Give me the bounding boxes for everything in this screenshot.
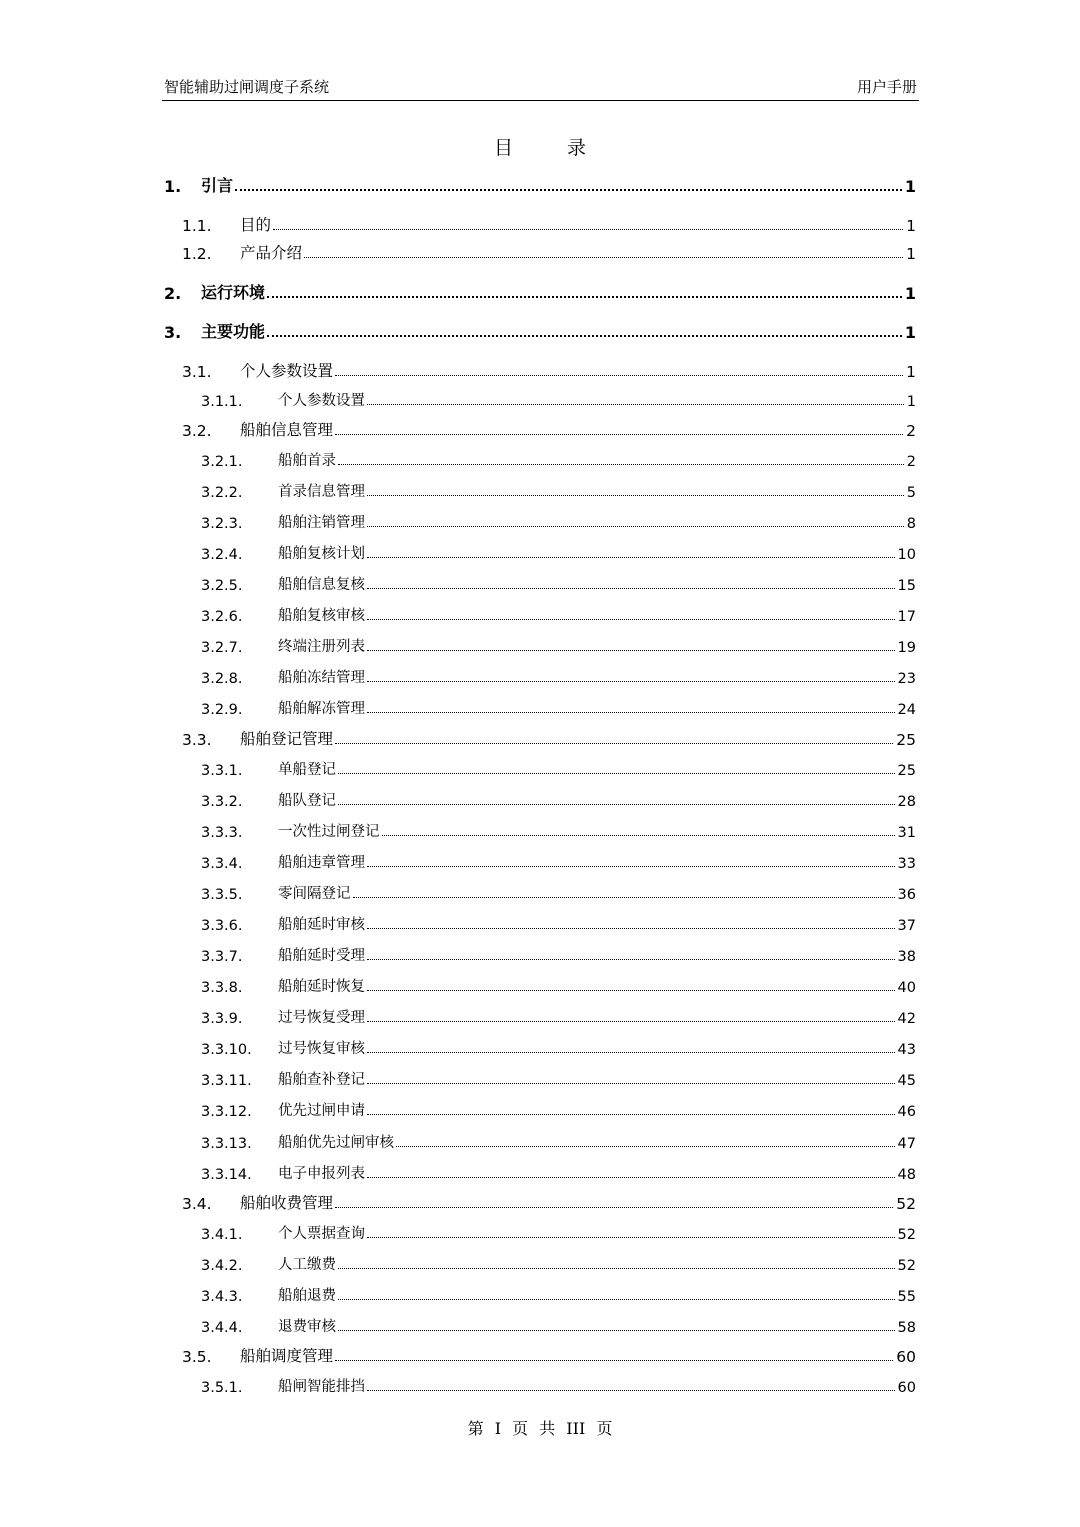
toc-entry[interactable] <box>0 1374 1080 1396</box>
toc-entry[interactable] <box>0 1283 1080 1305</box>
toc-entry-number: 3.3.6. <box>201 918 243 934</box>
header-system-name: 智能辅助过闸调度子系统 <box>164 78 330 96</box>
toc-entry[interactable] <box>0 572 1080 594</box>
toc-entry-number: 3.5. <box>182 1348 212 1366</box>
toc-entry[interactable] <box>0 696 1080 718</box>
dot-leader <box>367 928 895 929</box>
toc-entry-line <box>278 789 916 810</box>
toc-entry[interactable] <box>0 359 1080 381</box>
toc-entry-page: 1 <box>906 394 916 410</box>
toc-entry-line <box>278 944 916 965</box>
toc-entry-page: 25 <box>896 731 916 749</box>
toc-entry-title: 终端注册列表 <box>278 639 365 655</box>
toc-entry-title: 人工缴费 <box>278 1257 336 1273</box>
dot-leader <box>335 1360 893 1361</box>
toc-entry[interactable] <box>0 603 1080 625</box>
toc-entry[interactable] <box>0 418 1080 440</box>
toc-entry-title: 船舶冻结管理 <box>278 670 365 686</box>
toc-entry-page: 55 <box>897 1289 916 1305</box>
toc-entry[interactable] <box>0 727 1080 749</box>
toc-entry-title: 船舶延时恢复 <box>278 979 365 995</box>
toc-entry-title: 船舶优先过闸审核 <box>278 1135 394 1151</box>
toc-entry-title: 船闸智能排挡 <box>278 1379 365 1395</box>
toc-entry-page: 42 <box>897 1011 916 1027</box>
toc-entry-number: 3.2.5. <box>201 578 243 594</box>
toc-entry-line <box>240 359 916 381</box>
toc-entry-page: 5 <box>906 485 916 501</box>
toc-entry-line <box>240 418 916 440</box>
toc-entry-page: 47 <box>897 1136 916 1152</box>
toc-entry-number: 3.3.9. <box>201 1011 243 1027</box>
toc-entry-page: 38 <box>897 949 916 965</box>
toc-entry-title: 退费审核 <box>278 1319 336 1335</box>
toc-entry-line <box>278 1222 916 1243</box>
toc-entry-line <box>240 727 916 749</box>
dot-leader <box>235 189 902 191</box>
toc-entry-line <box>278 1375 916 1396</box>
dot-leader <box>367 959 895 960</box>
toc-entry-page: 46 <box>897 1104 916 1120</box>
toc-entry-title: 船舶查补登记 <box>278 1072 365 1088</box>
dot-leader <box>367 990 895 991</box>
toc-entry[interactable] <box>0 1036 1080 1058</box>
dot-leader <box>267 296 902 298</box>
dot-leader <box>335 375 903 376</box>
toc-entry-line <box>278 1099 916 1120</box>
toc-entry[interactable] <box>0 479 1080 501</box>
toc-title: 目 录 <box>493 137 611 159</box>
toc-entry-number: 3.3.3. <box>201 825 243 841</box>
toc-entry-line <box>240 1191 916 1213</box>
toc-entry-number: 3.2. <box>182 422 212 440</box>
toc-entry-number: 3.3. <box>182 731 212 749</box>
dot-leader <box>338 804 895 805</box>
toc-entry-line <box>278 975 916 996</box>
toc-entry-number: 3.2.7. <box>201 640 243 656</box>
toc-entry[interactable] <box>0 665 1080 687</box>
toc-entry-line <box>278 820 916 841</box>
toc-entry-title: 电子申报列表 <box>278 1166 365 1182</box>
toc-entry-title: 引言 <box>201 176 234 195</box>
toc-entry-line <box>201 319 916 342</box>
toc-entry-page: 10 <box>897 547 916 563</box>
toc-entry-title: 运行环境 <box>201 283 266 302</box>
toc-entry-number: 3.2.9. <box>201 702 243 718</box>
toc-entry-page: 28 <box>897 794 916 810</box>
dot-leader <box>367 1114 895 1115</box>
toc-entry-line <box>278 758 916 779</box>
toc-entry[interactable] <box>0 850 1080 872</box>
toc-entry-title: 船舶收费管理 <box>240 1194 334 1212</box>
toc-entry-line <box>278 511 916 532</box>
dot-leader <box>338 1299 895 1300</box>
dot-leader <box>367 650 895 651</box>
toc-entry[interactable] <box>0 788 1080 810</box>
toc-entry-line <box>278 1131 916 1152</box>
toc-entry-line <box>278 1068 916 1089</box>
toc-entry-page: 36 <box>897 887 916 903</box>
toc-entry-title: 船舶信息复核 <box>278 577 365 593</box>
toc-entry-title: 单船登记 <box>278 762 336 778</box>
toc-entry-page: 15 <box>897 578 916 594</box>
dot-leader <box>367 404 904 405</box>
toc-entry-line <box>278 1037 916 1058</box>
toc-entry-title: 船舶调度管理 <box>240 1347 334 1365</box>
toc-entry-page: 1 <box>904 177 916 196</box>
dot-leader <box>367 712 895 713</box>
toc-entry-page: 52 <box>896 1195 916 1213</box>
toc-entry[interactable] <box>0 213 1080 235</box>
toc-entry-title: 船队登记 <box>278 793 336 809</box>
toc-entry-title: 船舶延时审核 <box>278 917 365 933</box>
toc-entry-line <box>278 573 916 594</box>
dot-leader <box>367 1052 895 1053</box>
toc-entry[interactable] <box>0 881 1080 903</box>
toc-entry[interactable] <box>0 1130 1080 1152</box>
toc-entry-number: 3.1.1. <box>201 394 243 410</box>
toc-entry[interactable] <box>0 1252 1080 1274</box>
toc-entry-page: 23 <box>897 671 916 687</box>
toc-entry[interactable] <box>0 320 1080 342</box>
toc-entry[interactable] <box>0 1221 1080 1243</box>
toc-entry-title: 船舶复核计划 <box>278 546 365 562</box>
toc-entry-page: 52 <box>897 1258 916 1274</box>
dot-leader <box>338 773 895 774</box>
toc-entry-number: 3.2.3. <box>201 516 243 532</box>
dot-leader <box>338 464 904 465</box>
toc-entry-page: 40 <box>897 980 916 996</box>
toc-entry[interactable] <box>0 1161 1080 1183</box>
dot-leader <box>367 1083 895 1084</box>
toc-entry[interactable] <box>0 1344 1080 1366</box>
dot-leader <box>367 1237 895 1238</box>
toc-entry-page: 2 <box>906 454 916 470</box>
dot-leader <box>367 1021 895 1022</box>
toc-entry-title: 船舶违章管理 <box>278 855 365 871</box>
toc-entry-number: 3.3.10. <box>201 1042 252 1058</box>
toc-entry-title: 个人参数设置 <box>278 393 365 409</box>
toc-entry-number: 3.1. <box>182 363 212 381</box>
toc-entry-page: 60 <box>897 1380 916 1396</box>
toc-entry[interactable] <box>0 241 1080 263</box>
dot-leader <box>367 1390 895 1391</box>
dot-leader <box>338 1268 895 1269</box>
toc-entry-line <box>278 604 916 625</box>
dot-leader <box>367 557 895 558</box>
page-footer: 第 I 页 共 III 页 <box>467 1419 613 1438</box>
dot-leader <box>367 495 904 496</box>
toc-entry[interactable] <box>0 974 1080 996</box>
toc-entry-title: 船舶解冻管理 <box>278 701 365 717</box>
toc-entry-line <box>240 241 916 263</box>
toc-entry[interactable] <box>0 1067 1080 1089</box>
toc-entry-page: 31 <box>897 825 916 841</box>
toc-entry-line <box>278 1006 916 1027</box>
toc-entry-line <box>278 1162 916 1183</box>
toc-entry-number: 3.4.3. <box>201 1289 243 1305</box>
toc-entry-title: 优先过闸申请 <box>278 1103 365 1119</box>
dot-leader <box>367 1177 895 1178</box>
toc-entry-page: 24 <box>897 702 916 718</box>
dot-leader <box>267 335 902 337</box>
toc-entry-number: 3.3.2. <box>201 794 243 810</box>
toc-entry-page: 1 <box>904 284 916 303</box>
toc-entry-page: 37 <box>897 918 916 934</box>
toc-entry-line <box>278 1315 916 1336</box>
toc-entry-page: 1 <box>904 323 916 342</box>
dot-leader <box>335 434 903 435</box>
toc-entry-line <box>278 480 916 501</box>
toc-entry[interactable] <box>0 634 1080 656</box>
toc-entry-page: 1 <box>906 363 916 381</box>
dot-leader <box>335 743 893 744</box>
toc-entry-line <box>278 449 916 470</box>
toc-entry-page: 19 <box>897 640 916 656</box>
toc-entry-title: 目的 <box>240 216 272 234</box>
toc-entry-page: 33 <box>897 856 916 872</box>
dot-leader <box>353 897 895 898</box>
dot-leader <box>367 588 895 589</box>
toc-entry-number: 2. <box>164 284 182 303</box>
toc-entry[interactable] <box>0 819 1080 841</box>
toc-entry-number: 3.2.8. <box>201 671 243 687</box>
toc-entry[interactable] <box>0 912 1080 934</box>
toc-entry-title: 零间隔登记 <box>278 886 351 902</box>
toc-entry-line <box>278 1253 916 1274</box>
toc-entry-number: 3.3.4. <box>201 856 243 872</box>
toc-entry-title: 船舶退费 <box>278 1288 336 1304</box>
toc-entry-page: 17 <box>897 609 916 625</box>
toc-entry-line <box>278 542 916 563</box>
toc-entry-line <box>278 697 916 718</box>
toc-entry-page: 8 <box>906 516 916 532</box>
toc-entry-line <box>278 666 916 687</box>
toc-entry-page: 52 <box>897 1227 916 1243</box>
toc-entry-title: 一次性过闸登记 <box>278 824 380 840</box>
toc-entry-number: 3.3.11. <box>201 1073 252 1089</box>
toc-entry-line <box>278 851 916 872</box>
toc-entry-title: 个人参数设置 <box>240 362 334 380</box>
toc-entry-line <box>240 213 916 235</box>
header-doc-type: 用户手册 <box>856 78 917 96</box>
toc-entry-number: 3.2.6. <box>201 609 243 625</box>
toc-entry-number: 3. <box>164 323 182 342</box>
toc-entry-number: 1.1. <box>182 217 212 235</box>
toc-entry-title: 船舶首录 <box>278 453 336 469</box>
toc-entry-line <box>278 389 916 410</box>
toc-entry-page: 25 <box>897 763 916 779</box>
toc-entry-title: 船舶登记管理 <box>240 730 334 748</box>
toc-entry-number: 3.3.8. <box>201 980 243 996</box>
toc-entry-number: 1. <box>164 177 182 196</box>
toc-entry-line <box>201 280 916 303</box>
dot-leader <box>367 526 904 527</box>
dot-leader <box>338 1330 895 1331</box>
toc-entry[interactable] <box>0 1098 1080 1120</box>
toc-entry-number: 3.5.1. <box>201 1380 243 1396</box>
toc-entry[interactable] <box>0 510 1080 532</box>
toc-entry-number: 3.4.2. <box>201 1258 243 1274</box>
toc-entry-page: 2 <box>906 422 916 440</box>
dot-leader <box>273 229 903 230</box>
toc-entry-page: 60 <box>896 1348 916 1366</box>
toc-entry-number: 1.2. <box>182 245 212 263</box>
toc-entry-title: 首录信息管理 <box>278 484 365 500</box>
toc-entry-title: 过号恢复受理 <box>278 1010 365 1026</box>
toc-entry-page: 43 <box>897 1042 916 1058</box>
toc-entry[interactable] <box>0 943 1080 965</box>
toc-entry-number: 3.2.2. <box>201 485 243 501</box>
dot-leader <box>367 681 895 682</box>
toc-entry-number: 3.3.12. <box>201 1104 252 1120</box>
toc-entry[interactable] <box>0 1191 1080 1213</box>
toc-entry[interactable] <box>0 448 1080 470</box>
toc-entry-page: 45 <box>897 1073 916 1089</box>
toc-entry-page: 48 <box>897 1167 916 1183</box>
dot-leader <box>382 835 895 836</box>
toc-entry-number: 3.2.1. <box>201 454 243 470</box>
toc-entry-title: 船舶复核审核 <box>278 608 365 624</box>
toc-entry-title: 过号恢复审核 <box>278 1041 365 1057</box>
dot-leader <box>367 619 895 620</box>
toc-entry-page: 58 <box>897 1320 916 1336</box>
toc-entry-title: 产品介绍 <box>240 244 303 262</box>
toc-entry-number: 3.3.7. <box>201 949 243 965</box>
toc-entry[interactable] <box>0 388 1080 410</box>
toc-entry-title: 主要功能 <box>201 322 266 341</box>
page-header <box>162 76 919 101</box>
dot-leader <box>396 1146 895 1147</box>
toc-entry-line <box>278 913 916 934</box>
toc-entry-line <box>278 882 916 903</box>
toc-entry-title: 船舶延时受理 <box>278 948 365 964</box>
toc-entry-line <box>278 1284 916 1305</box>
toc-entry-title: 船舶信息管理 <box>240 421 334 439</box>
toc-entry-number: 3.4.1. <box>201 1227 243 1243</box>
toc-entry-number: 3.4. <box>182 1195 212 1213</box>
dot-leader <box>335 1207 893 1208</box>
toc-entry-number: 3.4.4. <box>201 1320 243 1336</box>
toc-entry-number: 3.3.5. <box>201 887 243 903</box>
dot-leader <box>367 866 895 867</box>
toc-entry[interactable] <box>0 757 1080 779</box>
toc-entry[interactable] <box>0 174 1080 196</box>
toc-entry[interactable] <box>0 1314 1080 1336</box>
toc-entry-number: 3.3.13. <box>201 1136 252 1152</box>
toc-entry-number: 3.3.14. <box>201 1167 252 1183</box>
toc-entry-title: 船舶注销管理 <box>278 515 365 531</box>
toc-entry-line <box>240 1344 916 1366</box>
toc-entry[interactable] <box>0 541 1080 563</box>
toc-entry[interactable] <box>0 281 1080 303</box>
toc-entry-page: 1 <box>906 217 916 235</box>
toc-entry-number: 3.2.4. <box>201 547 243 563</box>
toc-entry-line <box>201 173 916 196</box>
dot-leader <box>304 257 903 258</box>
toc-entry[interactable] <box>0 1005 1080 1027</box>
toc-entry-page: 1 <box>906 245 916 263</box>
toc-entry-number: 3.3.1. <box>201 763 243 779</box>
toc-entry-line <box>278 635 916 656</box>
toc-entry-title: 个人票据查询 <box>278 1226 365 1242</box>
